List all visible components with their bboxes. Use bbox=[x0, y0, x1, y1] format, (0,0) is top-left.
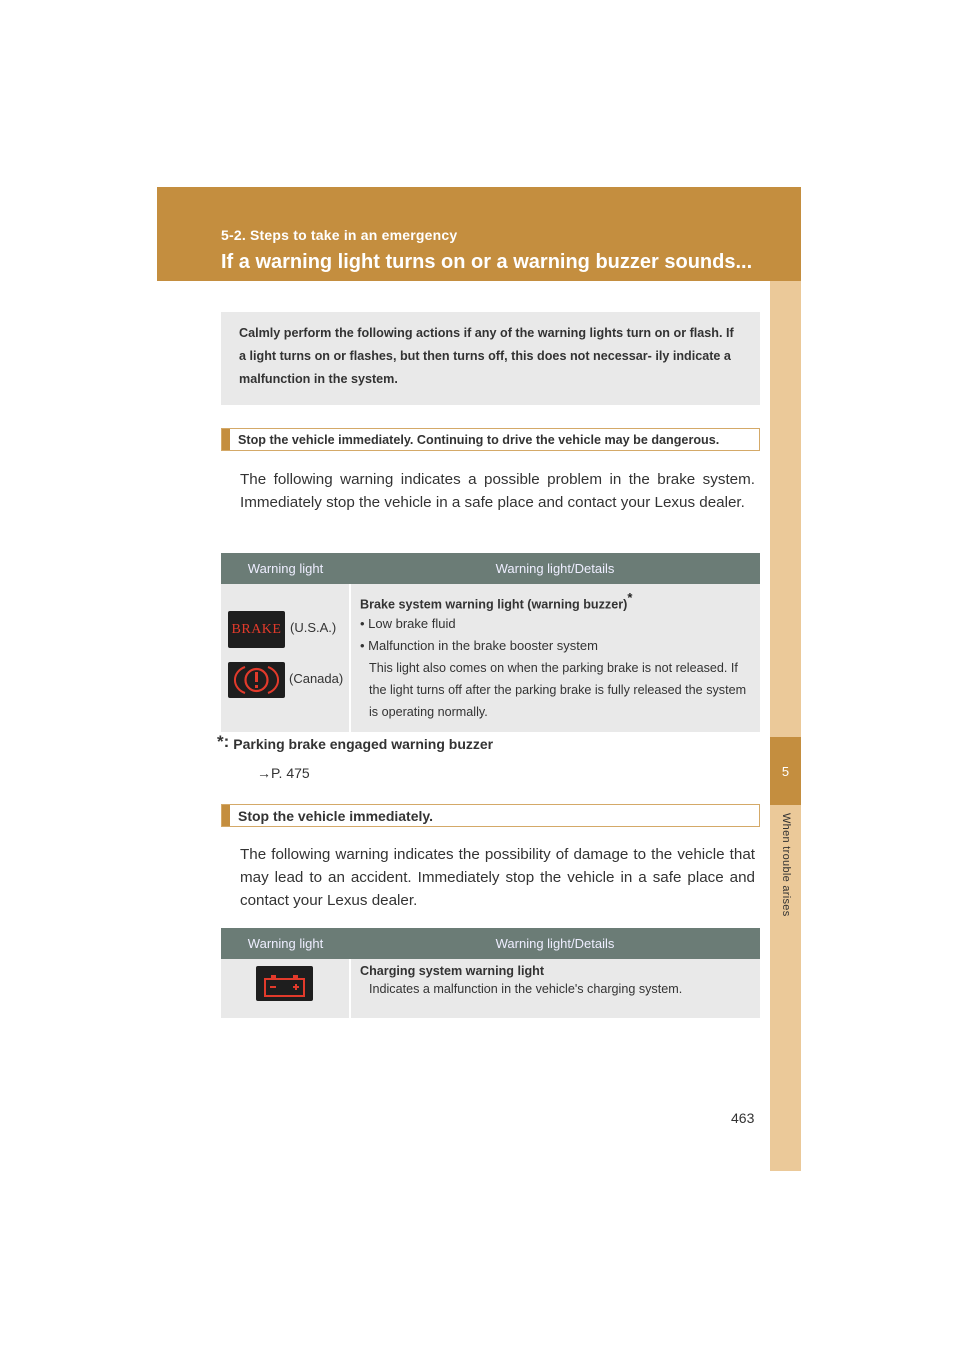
chapter-number: 5 bbox=[781, 763, 790, 779]
page-number: 463 bbox=[731, 1110, 755, 1126]
brake-note: This light also comes on when the parking brake is not released. If the light turns off after the parking brake is fully released the system is operating normally. bbox=[369, 661, 747, 720]
section2-heading bbox=[221, 804, 760, 827]
section2-heading-text: Stop the vehicle immediately. bbox=[238, 807, 434, 824]
brake-warning-icon bbox=[228, 611, 285, 648]
section-label: 5-2. Steps to take in an emergency bbox=[221, 227, 458, 243]
chapter-side-strip bbox=[770, 281, 801, 1171]
brake-bullet-2: • Malfunction in the brake booster system bbox=[360, 638, 598, 654]
brake-warning-circle-icon bbox=[228, 662, 285, 698]
intro-box bbox=[221, 312, 760, 405]
battery-icon bbox=[256, 966, 313, 1001]
heading-accent-bar bbox=[222, 805, 230, 826]
charging-details-cell bbox=[350, 959, 760, 1018]
chapter-title-vertical bbox=[772, 813, 800, 943]
heading-accent-bar bbox=[222, 429, 230, 450]
brake-bullet-1: • Low brake fluid bbox=[360, 616, 456, 632]
battery-warning-icon bbox=[256, 966, 313, 1001]
section1-paragraph: The following warning indicates a possible problem in the brake system. Immediately stop the vehicle in a safe place and contact your Lexus dealer. bbox=[240, 471, 755, 511]
footnote-marker: * bbox=[627, 590, 633, 605]
footnote-mark: *: bbox=[217, 732, 230, 751]
usa-caption: (U.S.A.) bbox=[290, 620, 337, 635]
brake-icon-text: BRAKE bbox=[231, 621, 282, 637]
exclamation-circle-icon bbox=[228, 662, 285, 698]
charging-detail-title: Charging system warning light bbox=[360, 964, 545, 978]
col-warning-light: Warning light bbox=[221, 928, 350, 959]
brake-warning-table bbox=[221, 553, 760, 732]
col-warning-light: Warning light bbox=[221, 553, 350, 584]
charging-note: Indicates a malfunction in the vehicle's charging system. bbox=[369, 982, 683, 996]
chapter-title: When trouble arises bbox=[780, 813, 792, 917]
col-warning-details: Warning light/Details bbox=[350, 928, 760, 959]
footnote-text: Parking brake engaged warning buzzer bbox=[233, 736, 494, 752]
intro-text: Calmly perform the following actions if any of the warning lights turn on or flash. If a light turns on or flashes, but then turns off, this does not necessar- ily indicate a malfunction in the system. bbox=[239, 326, 734, 386]
page-reference-link[interactable]: →P. 475 bbox=[257, 765, 310, 781]
chapter-number-tab[interactable] bbox=[770, 737, 801, 805]
col-warning-details: Warning light/Details bbox=[350, 553, 760, 584]
section1-heading-text: Stop the vehicle immediately. Continuing to drive the vehicle may be dangerous. bbox=[238, 432, 720, 447]
brake-details-cell bbox=[350, 584, 760, 732]
page-title: If a warning light turns on or a warning buzzer sounds... bbox=[221, 251, 753, 273]
section1-heading bbox=[221, 428, 760, 451]
canada-caption: (Canada) bbox=[289, 671, 344, 686]
section2-paragraph: The following warning indicates the possibility of damage to the vehicle that may lead to an accident. Immediately stop the vehicle in a safe place and contact your Lexus dealer. bbox=[240, 846, 755, 909]
footnote bbox=[217, 732, 493, 752]
brake-detail-title: Brake system warning light (warning buzzer) bbox=[360, 597, 628, 612]
brake-icon-cell bbox=[221, 584, 350, 732]
